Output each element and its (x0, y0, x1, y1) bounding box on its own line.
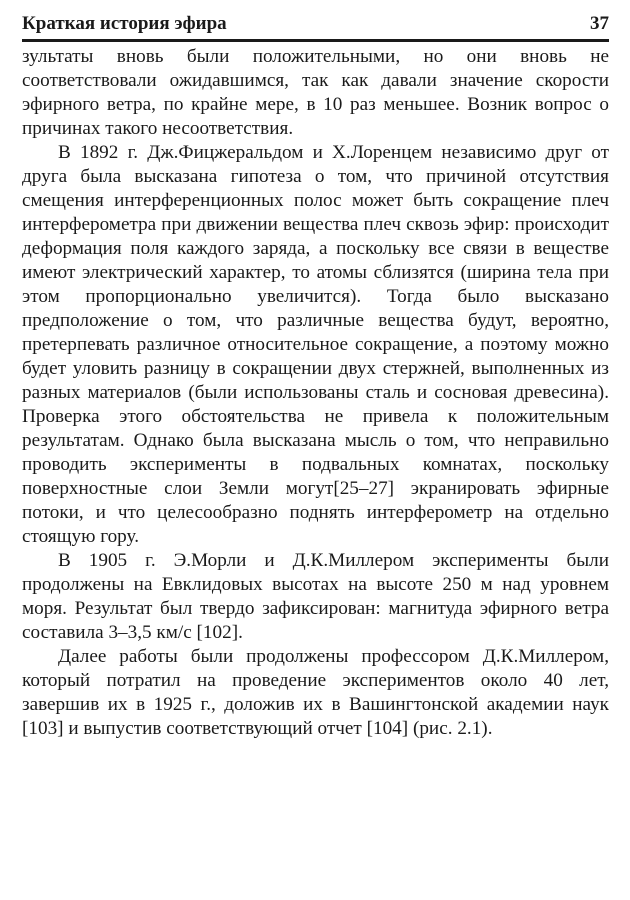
paragraph-fitzgerald-lorentz: В 1892 г. Дж.Фицжеральдом и Х.Лоренцем независимо друг от друга была высказана гипотеза о том, что причиной отсутствия смещения интерференционных полос может быть сокращение плеч интерферометра при движении вещества плеч сквозь эфир: происходит деформация поля каждого заряда, а поскольку все связи в веществе имеют электрический характер, то атомы сблизятся (ширина тела при этом пропорционально увеличится). Тогда было высказано предположение о том, что различные вещества будут, вероятно, претерпевать различное относительное сокращение, а поэтому можно будет уловить разницу в сокращении двух стержней, выполненных из разных материалов (были использованы сталь и сосновая древесина). Проверка этого обстоятельства не привела к положительным результатам. Однако была высказана мысль о том, что неправильно проводить эксперименты в подвальных комнатах, поскольку поверхностные слои Земли могут[25–27] экранировать эфирные потоки, и что целесообразно поднять интерферометр на отдельно стоящую гору. (22, 142, 609, 547)
body-text (22, 45, 609, 741)
header-rule (22, 39, 609, 42)
paragraph-morley-miller-1905: В 1905 г. Э.Морли и Д.К.Миллером эксперименты были продолжены на Евклидовых высотах на высоте 250 м над уровнем моря. Результат был твердо зафиксирован: магнитуда эфирного ветра составила 3–3,5 км/с [102]. (22, 550, 609, 643)
page-number: 37 (590, 13, 609, 34)
running-header-title: Краткая история эфира (22, 13, 227, 34)
paragraph-miller-report: Далее работы были продолжены профессором Д.К.Миллером, который потратил на проведение экспериментов около 40 лет, завершив их в 1925 г., доложив их в Вашингтонской академии наук [103] и выпустив соответствующий отчет [104] (рис. 2.1). (22, 646, 609, 739)
paragraph-continuation: зультаты вновь были положительными, но они вновь не соответствовали ожидавшимся, так как давали значение скорости эфирного ветра, по крайне мере, в 10 раз меньшее. Возник вопрос о причинах такого несоответствия. (22, 46, 609, 139)
running-header (22, 10, 609, 38)
